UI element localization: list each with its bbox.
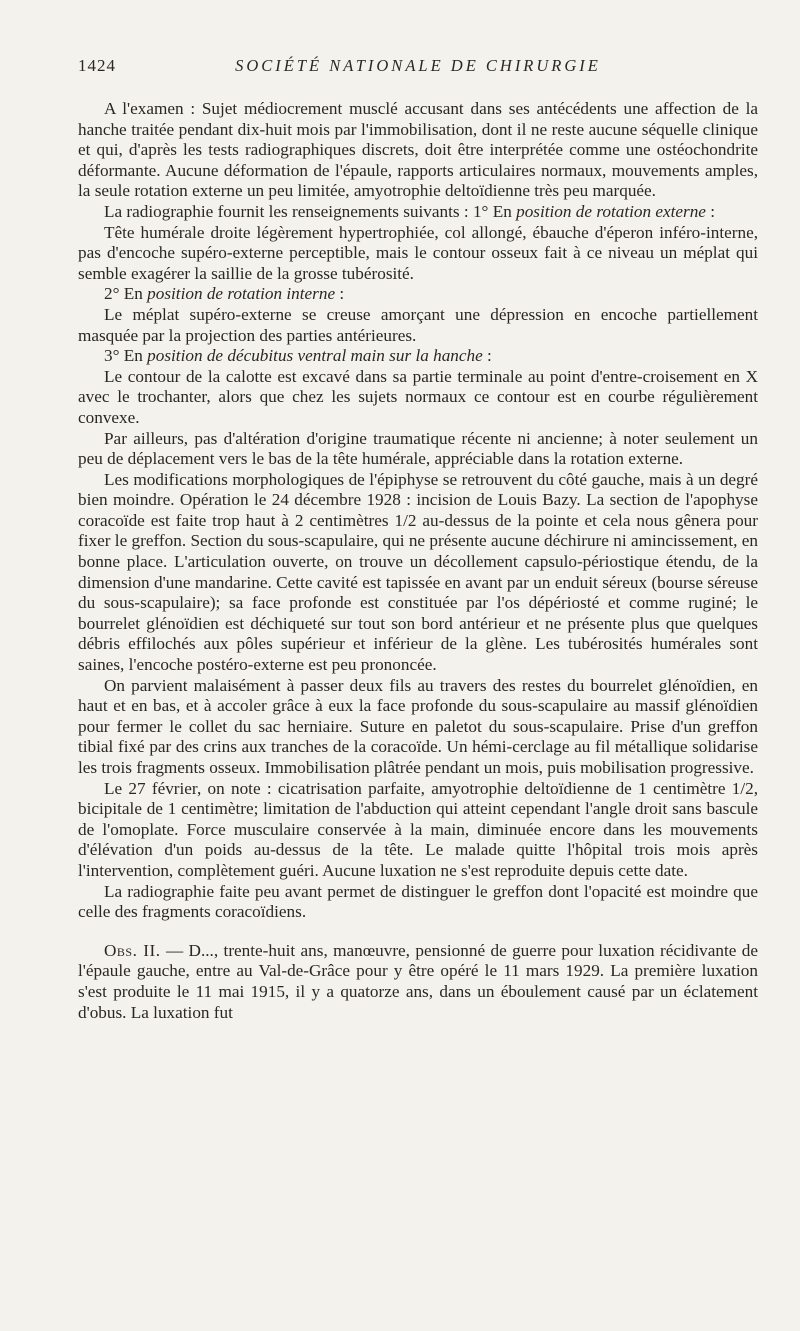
observation-text: — D..., trente-huit ans, manœuvre, pensionné de guerre pour luxation récidivante de l'épaule gauche, entre au Val-de-Grâce pour y être opéré le 11 mars 1929. La première luxation s'est produite le 11 mai 1915, il y a quatorze ans, dans un éboulement causé par un éclatement d'obus. La luxation fut [78, 940, 758, 1022]
page-header [78, 56, 758, 80]
paragraph-par-ailleurs: Par ailleurs, pas d'altération d'origine traumatique récente ni ancienne; à noter seulement un peu de déplacement vers le bas de la tête humérale, appréciable dans la rotation externe. [78, 428, 758, 469]
paragraph-suture: On parvient malaisément à passer deux fils au travers des restes du bourrelet glénoïdien, en haut et en bas, et à accoler grâce à eux la face profonde du sous-scapulaire au massif glénoïdien pour fermer le collet du sac herniaire. Suture en paletot du sous-scapulaire. Prise d'un greffon tibial fixé par des crins aux tranches de la coracoïde. Un hémi-cerclage au fil métallique solidarise les trois fragments osseux. Immobilisation plâtrée pendant un mois, puis mobilisation progressive. [78, 675, 758, 777]
page-number: 1424 [78, 56, 116, 75]
observation-label: Obs. II. [104, 940, 161, 960]
running-title: SOCIÉTÉ NATIONALE DE CHIRURGIE [235, 56, 601, 75]
paragraph-examen: A l'examen : Sujet médiocrement musclé accusant dans ses antécédents une affection de la hanche traitée pendant dix-huit mois par l'immobilisation, dont il ne reste aucune séquelle clinique et qui, d'après les tests radiographiques discrets, doit être interprétée comme une ostéochondrite déformante. Aucune déformation de l'épaule, rapports articulaires normaux, mouvements amples, la seule rotation externe un peu limitée, amyotrophie deltoïdienne très peu marquée. [78, 99, 758, 201]
paragraph-rotation-interne-heading: 2° En position de rotation interne : [104, 284, 345, 304]
body-text [78, 99, 758, 1023]
paragraph-operation: Les modifications morphologiques de l'épiphyse se retrouvent du côté gauche, mais à un degré bien moindre. Opération le 24 décembre 1928 : incision de Louis Bazy. La section de l'apophyse coracoïde est faite trop haut à 2 centimètres 1/2 au-dessus de la pointe et cela nous gênera pour fixer le greffon. Section du sous-scapulaire, qui ne présente aucune déchirure ni amincissement, en bonne place. L'articulation ouverte, on trouve un décollement capsulo-périostique étendu, de la dimension d'une mandarine. Cette cavité est tapissée en avant par un enduit séreux (bourse séreuse du sous-scapulaire); sa face profonde est constituée par l'os dépériosté et comme ruginé; le bourrelet glénoïdien est déchiqueté sur tout son bord antérieur et ne présente plus que quelques débris effilochés aux pôles supérieur et inférieur de la glène. Les tubérosités humérales sont saines, l'encoche postéro-externe est peu prononcée. [78, 469, 758, 675]
paragraph-radiographie-greffon: La radiographie faite peu avant permet de distinguer le greffon dont l'opacité est moindre que celle des fragments coracoïdiens. [78, 881, 758, 922]
paragraph-contour: Le contour de la calotte est excavé dans sa partie terminale au point d'entre-croisement en X avec le trochanter, alors que chez les sujets normaux ce contour est en courbe régulièrement convexe. [78, 366, 758, 427]
paragraph-decubitus-heading: 3° En position de décubitus ventral main sur la hanche : [104, 346, 492, 366]
paragraph-27-fevrier: Le 27 février, on note : cicatrisation parfaite, amyotrophie deltoïdienne de 1 centimètre 1/2, bicipitale de 1 centimètre; limitation de l'abduction qui atteint cependant l'angle droit sans bascule de l'omoplate. Force musculaire conservée à la main, diminuée encore dans les mouvements d'élévation d'un poids au-dessus de la tête. Le malade quitte l'hôpital trois mois après l'intervention, complètement guéri. Aucune luxation ne s'est reproduite depuis cette date. [78, 778, 758, 880]
observation-paragraph [78, 941, 758, 1023]
paragraph-meplat: Le méplat supéro-externe se creuse amorçant une dépression en encoche partiellement masquée par la projection des parties antérieures. [78, 304, 758, 345]
paragraph-radiographie-intro: La radiographie fournit les renseignements suivants : 1° En position de rotation externe : [104, 201, 716, 221]
paragraph-tete-humerale: Tête humérale droite légèrement hypertrophiée, col allongé, ébauche d'éperon inféro-interne, pas d'encoche supéro-externe perceptible, mais le contour osseux fait à ce niveau un méplat qui semble exagérer la saillie de la grosse tubérosité. [78, 222, 758, 283]
